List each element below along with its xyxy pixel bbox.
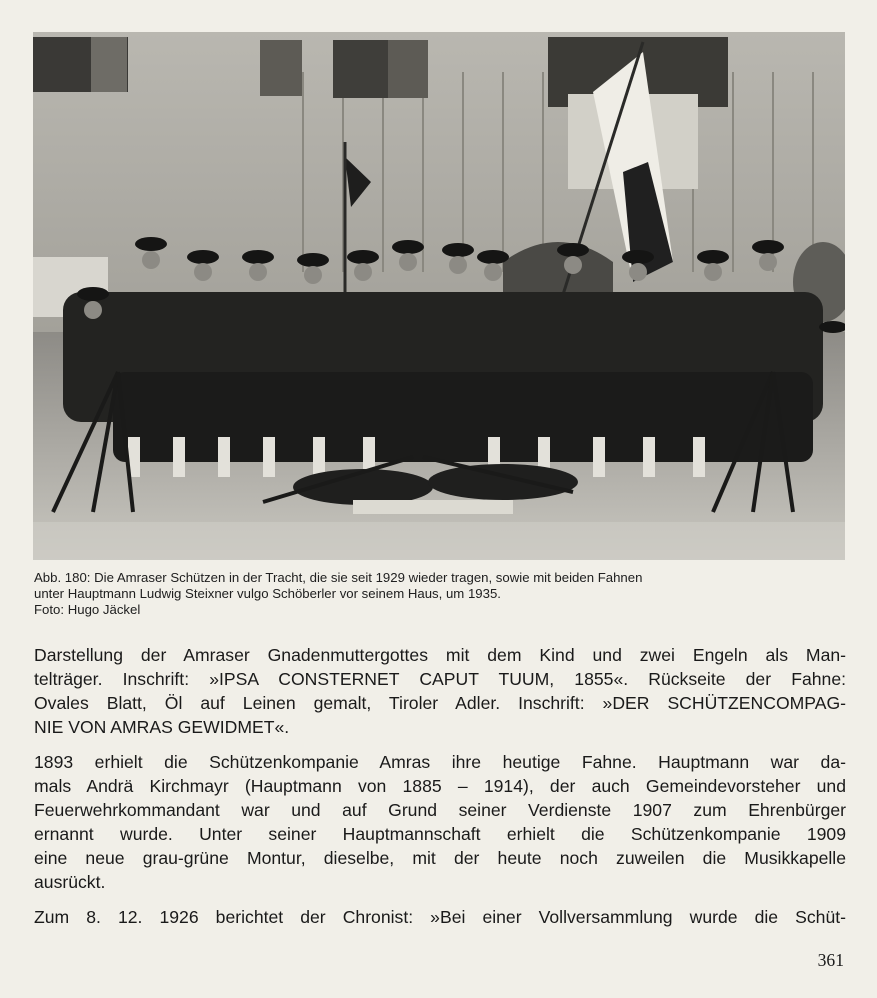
text-line: ernannt wurde. Unter seiner Hauptmannschaft erhielt die Schützenkompanie 1909 [34, 824, 846, 844]
text-line: mals Andrä Kirchmayr (Hauptmann von 1885 – 1914), der auch Gemeindevorsteher und [34, 776, 846, 796]
paragraph-company-history [34, 750, 846, 894]
group-photograph [33, 32, 845, 560]
caption-line: Abb. 180: Die Amraser Schützen in der Tracht, die sie seit 1929 wieder tragen, sowie mit beiden Fahnen [34, 570, 643, 585]
text-line: Zum 8. 12. 1926 berichtet der Chronist: »Bei einer Vollversammlung wurde die Schüt- [34, 907, 846, 927]
text-line: telträger. Inschrift: »IPSA CONSTERNET CAPUT TUUM, 1855«. Rückseite der Fahne: [34, 669, 846, 689]
text-line: NIE VON AMRAS GEWIDMET«. [34, 717, 290, 737]
text-line: 1893 erhielt die Schützenkompanie Amras ihre heutige Fahne. Hauptmann war da- [34, 752, 846, 772]
page-number: 361 [817, 950, 844, 970]
paragraph-chronicle [34, 905, 846, 929]
caption-line: Foto: Hugo Jäckel [34, 602, 141, 617]
text-line: eine neue grau-grüne Montur, dieselbe, mit der heute noch zuweilen die Musikkapelle [34, 848, 846, 868]
text-line: Ovales Blatt, Öl auf Leinen gemalt, Tiroler Adler. Inschrift: »DER SCHÜTZENCOMPAG- [34, 693, 846, 713]
photograph-image [33, 32, 845, 560]
text-line: Darstellung der Amraser Gnadenmuttergottes mit dem Kind und zwei Engeln als Man- [34, 645, 846, 665]
text-line: ausrückt. [34, 872, 106, 892]
figure-caption [34, 570, 854, 618]
caption-line: unter Hauptmann Ludwig Steixner vulgo Schöberler vor seinem Haus, um 1935. [34, 586, 501, 601]
paragraph-flag-description [34, 643, 846, 739]
text-line: Feuerwehrkommandant war und auf Grund seiner Verdienste 1907 zum Ehrenbürger [34, 800, 846, 820]
